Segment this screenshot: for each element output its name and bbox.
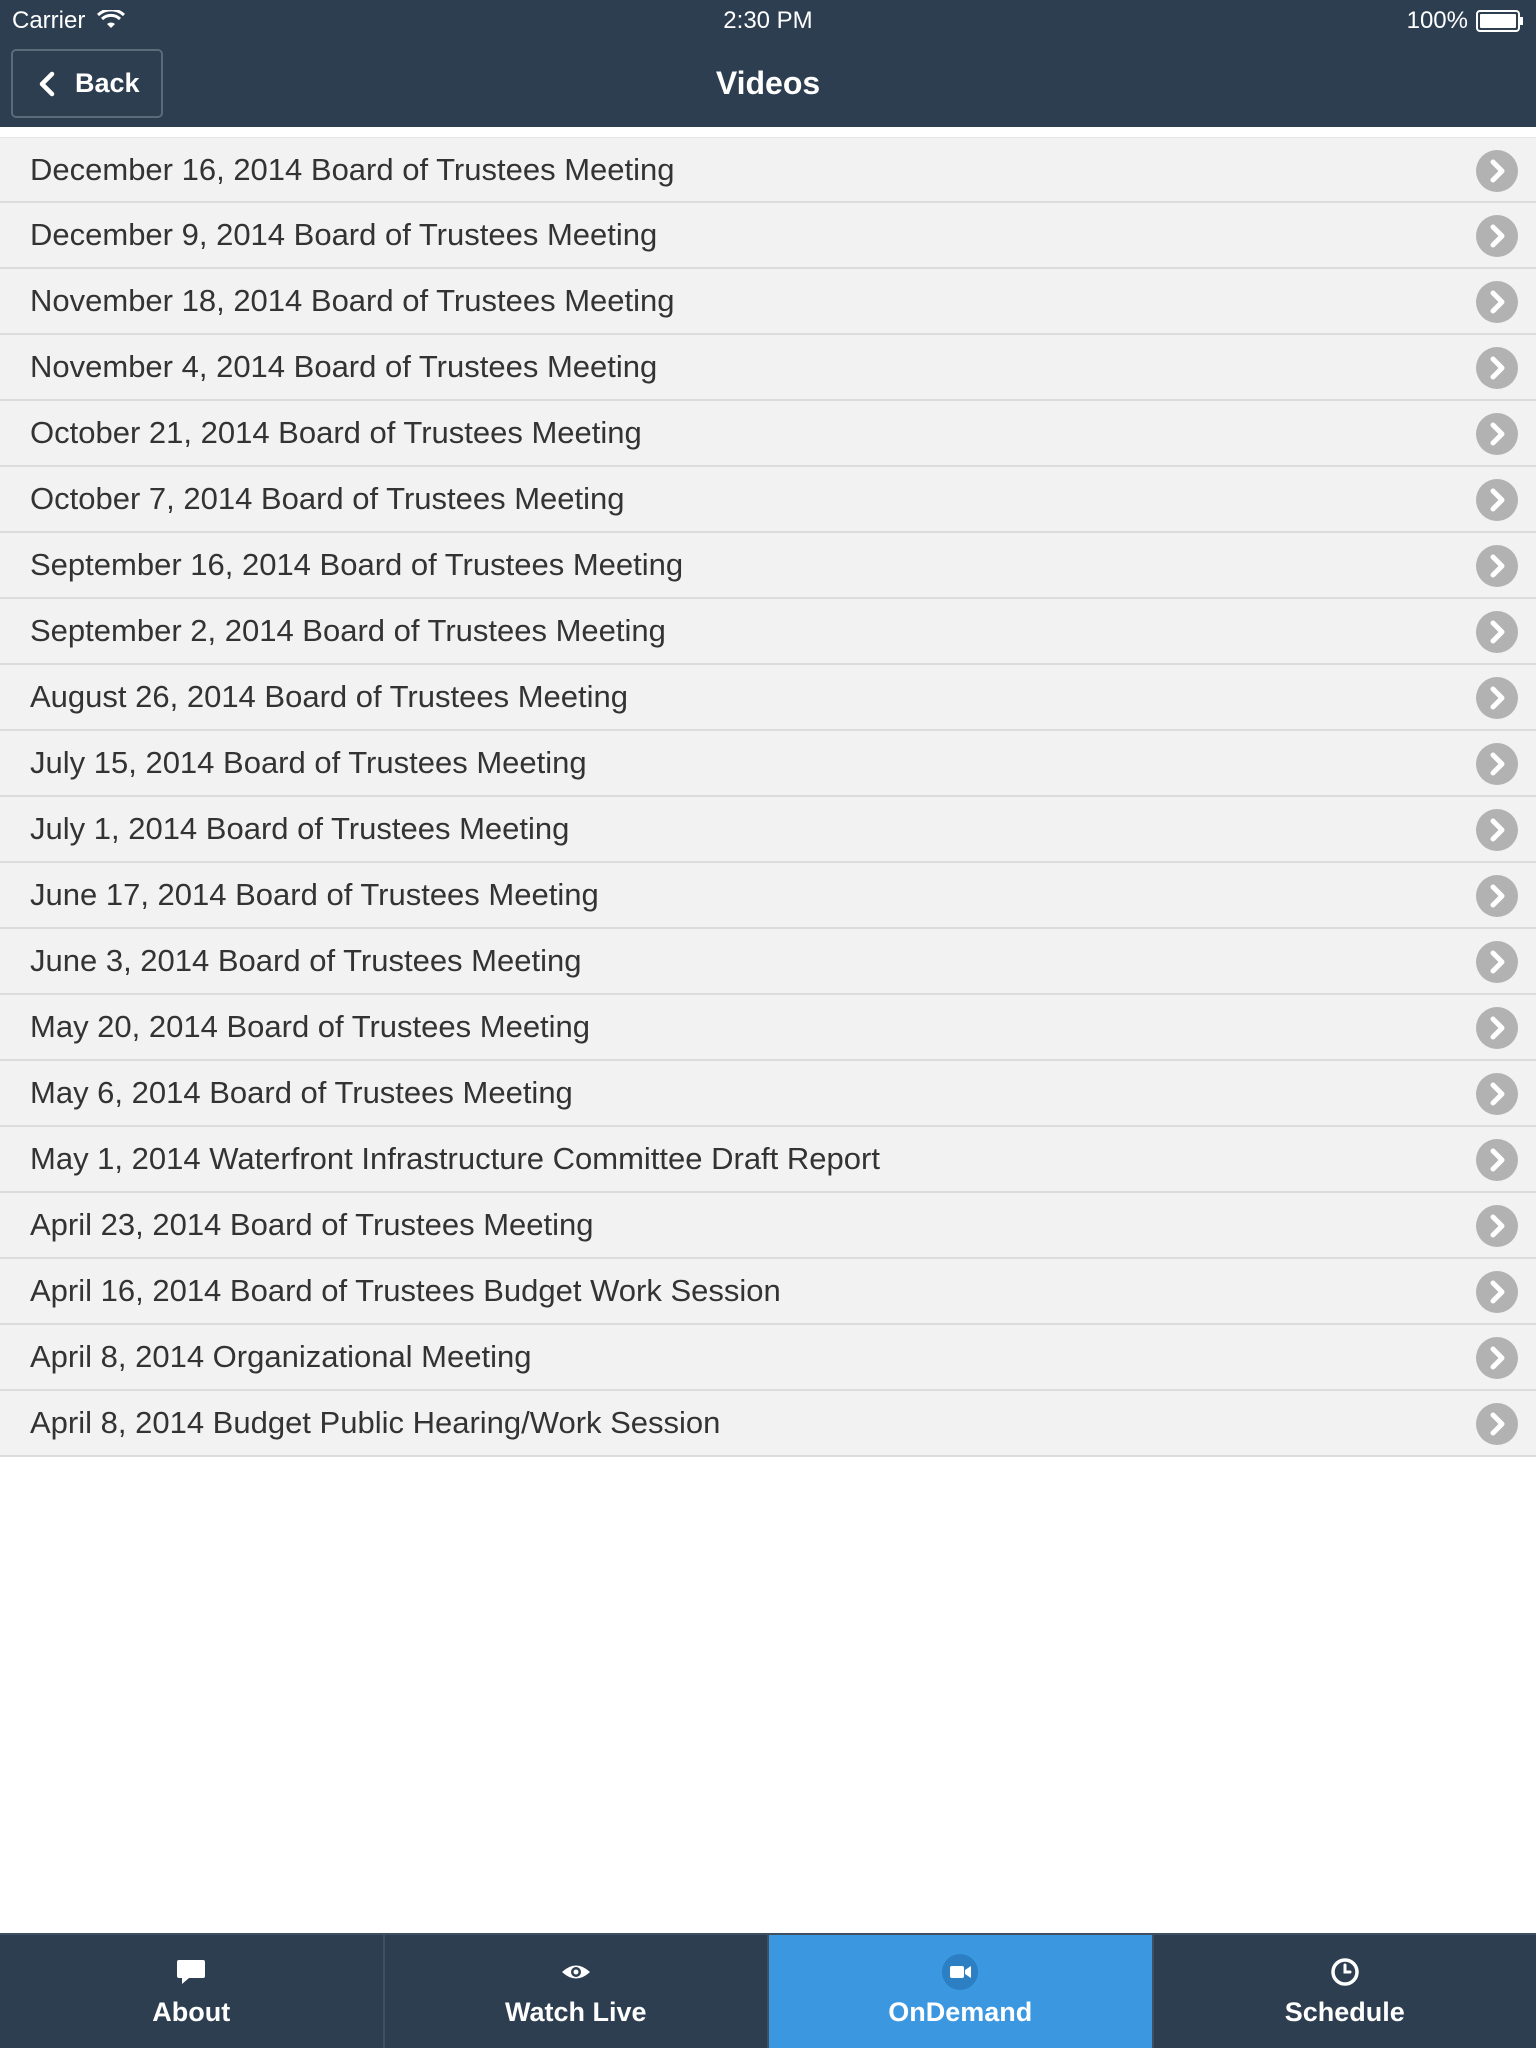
list-item[interactable] — [0, 533, 1536, 599]
chevron-right-icon — [1476, 150, 1518, 192]
eye-icon — [558, 1954, 594, 1990]
list-item[interactable] — [0, 1259, 1536, 1325]
list-item-label: September 16, 2014 Board of Trustees Meeting — [30, 547, 684, 582]
chevron-right-icon — [1476, 413, 1518, 455]
list-item[interactable] — [0, 665, 1536, 731]
list-item[interactable] — [0, 269, 1536, 335]
list-item-label: October 21, 2014 Board of Trustees Meeting — [30, 415, 642, 450]
list-item-label: April 16, 2014 Board of Trustees Budget Work Session — [30, 1273, 781, 1308]
list-item[interactable] — [0, 599, 1536, 665]
chevron-right-icon — [1476, 875, 1518, 917]
back-label: Back — [75, 68, 140, 98]
tab-watch-live[interactable] — [385, 1935, 770, 2048]
battery-percent: 100% — [1406, 7, 1468, 34]
chevron-right-icon — [1476, 1205, 1518, 1247]
list-item-label: June 17, 2014 Board of Trustees Meeting — [30, 877, 599, 912]
chevron-right-icon — [1476, 1139, 1518, 1181]
chevron-right-icon — [1476, 545, 1518, 587]
chevron-right-icon — [1476, 743, 1518, 785]
list-item-label: May 6, 2014 Board of Trustees Meeting — [30, 1075, 573, 1110]
list-item[interactable] — [0, 929, 1536, 995]
chevron-right-icon — [1476, 941, 1518, 983]
page-title: Videos — [715, 65, 821, 101]
back-button[interactable] — [11, 49, 163, 118]
list-item-label: April 8, 2014 Organizational Meeting — [30, 1339, 532, 1374]
chevron-left-icon — [37, 71, 57, 97]
tab-label: OnDemand — [888, 1997, 1033, 2027]
top-bar — [0, 0, 1536, 127]
list-item-label: May 1, 2014 Waterfront Infrastructure Committee Draft Report — [30, 1141, 880, 1176]
tab-label: About — [152, 1997, 231, 2027]
nav-bar — [0, 40, 1536, 127]
clock-icon — [1327, 1954, 1363, 1990]
tab-schedule[interactable] — [1154, 1935, 1536, 2048]
chevron-right-icon — [1476, 611, 1518, 653]
list-item[interactable] — [0, 467, 1536, 533]
chevron-right-icon — [1476, 215, 1518, 257]
chevron-right-icon — [1476, 1337, 1518, 1379]
list-item-label: September 2, 2014 Board of Trustees Meeting — [30, 613, 666, 648]
list-item-label: November 18, 2014 Board of Trustees Meeting — [30, 283, 675, 318]
chevron-right-icon — [1476, 347, 1518, 389]
list-item[interactable] — [0, 1193, 1536, 1259]
list-item-label: April 23, 2014 Board of Trustees Meeting — [30, 1207, 594, 1242]
list-item[interactable] — [0, 731, 1536, 797]
list-item[interactable] — [0, 335, 1536, 401]
list-item-label: December 16, 2014 Board of Trustees Meeting — [30, 152, 675, 187]
list-item-label: June 3, 2014 Board of Trustees Meeting — [30, 943, 582, 978]
list-item-label: July 1, 2014 Board of Trustees Meeting — [30, 811, 570, 846]
list-item[interactable] — [0, 1061, 1536, 1127]
list-item-label: December 9, 2014 Board of Trustees Meeting — [30, 217, 658, 252]
list-item[interactable] — [0, 1127, 1536, 1193]
list-item[interactable] — [0, 797, 1536, 863]
chevron-right-icon — [1476, 1073, 1518, 1115]
tab-about[interactable] — [0, 1935, 385, 2048]
list-item-label: August 26, 2014 Board of Trustees Meeting — [30, 679, 628, 714]
chevron-right-icon — [1476, 479, 1518, 521]
list-item-label: May 20, 2014 Board of Trustees Meeting — [30, 1009, 591, 1044]
chevron-right-icon — [1476, 1007, 1518, 1049]
list-item[interactable] — [0, 137, 1536, 203]
list-item-label: July 15, 2014 Board of Trustees Meeting — [30, 745, 587, 780]
tab-label: Schedule — [1284, 1997, 1405, 2027]
chevron-right-icon — [1476, 281, 1518, 323]
tab-ondemand[interactable] — [769, 1935, 1154, 2048]
list-item-label: November 4, 2014 Board of Trustees Meeting — [30, 349, 658, 384]
chevron-right-icon — [1476, 1403, 1518, 1445]
list-item[interactable] — [0, 863, 1536, 929]
battery-icon — [1476, 10, 1524, 32]
video-list — [0, 137, 1536, 1457]
tab-label: Watch Live — [504, 1997, 647, 2027]
list-item[interactable] — [0, 203, 1536, 269]
chevron-right-icon — [1476, 1271, 1518, 1313]
list-item[interactable] — [0, 401, 1536, 467]
list-item-label: October 7, 2014 Board of Trustees Meeting — [30, 481, 625, 516]
carrier-label: Carrier — [12, 7, 86, 34]
video-camera-icon — [942, 1954, 978, 1990]
list-item[interactable] — [0, 1391, 1536, 1457]
list-item[interactable] — [0, 1325, 1536, 1391]
chevron-right-icon — [1476, 809, 1518, 851]
chevron-right-icon — [1476, 677, 1518, 719]
status-bar — [0, 0, 1536, 40]
list-item[interactable] — [0, 995, 1536, 1061]
speech-bubble-icon — [173, 1954, 209, 1990]
status-time: 2:30 PM — [723, 7, 813, 34]
tab-bar — [0, 1933, 1536, 2048]
list-item-label: April 8, 2014 Budget Public Hearing/Work Session — [30, 1405, 721, 1440]
